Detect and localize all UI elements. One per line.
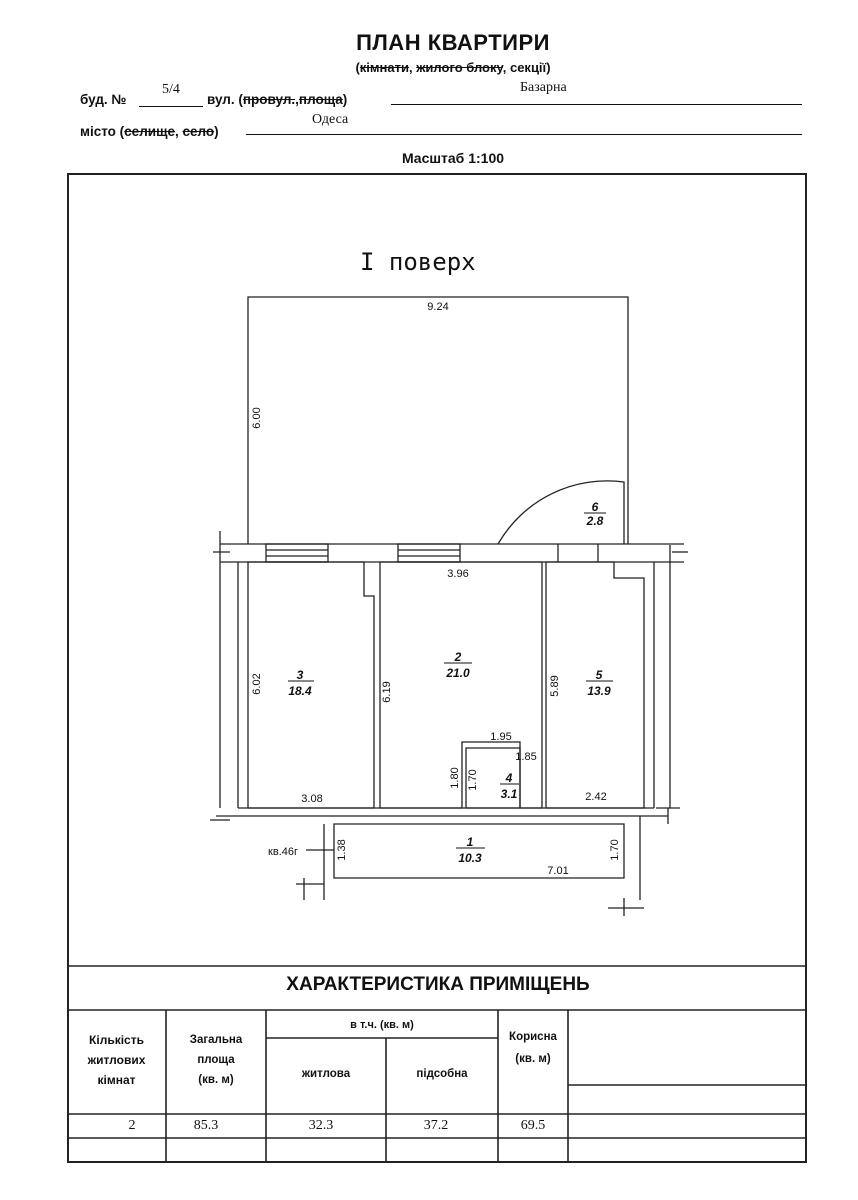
building-label: буд. № [80, 92, 127, 107]
dim-6-00: 6.00 [251, 407, 263, 429]
window-2 [398, 544, 460, 562]
room-3-area: 18.4 [288, 684, 312, 698]
street-label-part: ) [342, 92, 348, 107]
dim-1-70-b: 1.70 [609, 839, 621, 861]
header-line: Загальна [189, 1034, 243, 1046]
dim-9-24: 9.24 [427, 301, 449, 313]
header-line: Корисна [509, 1031, 557, 1043]
dim-5-89: 5.89 [549, 675, 561, 697]
subtitle-part: ( [355, 60, 360, 75]
room-2-area: 21.0 [446, 666, 470, 680]
city-value: Одеса [312, 112, 349, 127]
street-label-struck: провул. [242, 92, 296, 107]
header-including: в т.ч. (кв. м) [350, 1019, 414, 1031]
apartment-ref: кв.46г [268, 846, 298, 858]
dim-1-38: 1.38 [336, 839, 348, 861]
street-label-struck: площа [298, 92, 343, 107]
room-1-area: 10.3 [458, 851, 482, 865]
city-label-part: , [174, 124, 183, 139]
city-label-part: ) [214, 124, 219, 139]
header-line: Кількість [89, 1033, 144, 1047]
street-label-part: вул. ( [207, 92, 243, 107]
subtitle-part-struck: кімнати [359, 60, 409, 75]
building-number: 5/4 [162, 82, 180, 97]
header-total-area [166, 1030, 266, 1090]
header-living-area: житлова [301, 1068, 351, 1080]
city-label-struck: селище [124, 124, 175, 139]
room-3-number: 3 [296, 668, 304, 682]
value-total-area: 85.3 [193, 1118, 219, 1133]
header-rooms-count [67, 1030, 166, 1090]
city-label-part: місто ( [80, 124, 125, 139]
window-1 [266, 544, 328, 562]
dim-1-95: 1.95 [490, 731, 512, 743]
header-line: кімнат [97, 1073, 136, 1087]
dim-1-80: 1.80 [449, 767, 461, 789]
subtitle-part-struck: жилого блоку [416, 60, 503, 75]
header-line: житлових [87, 1053, 146, 1067]
header-line: (кв. м) [198, 1074, 234, 1086]
subtitle-part: , [408, 60, 417, 75]
city-label-struck: село [182, 124, 215, 139]
dim-7-01: 7.01 [547, 865, 569, 877]
header-line: (кв. м) [515, 1053, 551, 1065]
door-swing-arc [498, 481, 624, 544]
value-useful-area: 69.5 [520, 1118, 546, 1133]
value-living-area: 32.3 [308, 1118, 334, 1133]
dim-2-42: 2.42 [585, 791, 607, 803]
header-line: площа [197, 1054, 235, 1066]
room-1-number: 1 [466, 835, 474, 849]
dim-3-08: 3.08 [301, 793, 323, 805]
characteristics-title: ХАРАКТЕРИСТИКА ПРИМІЩЕНЬ [286, 974, 590, 995]
room-2-outline [380, 562, 542, 808]
dim-6-19: 6.19 [381, 681, 393, 703]
room-6-area: 2.8 [586, 514, 604, 528]
subtitle-part: , секції) [502, 60, 551, 75]
value-auxiliary-area: 37.2 [423, 1118, 449, 1133]
street-label-part: , [295, 92, 299, 107]
room-5-number: 5 [595, 668, 603, 682]
dim-1-70-a: 1.70 [467, 769, 479, 791]
room-4-area: 3.1 [500, 787, 518, 801]
dim-6-02: 6.02 [251, 673, 263, 695]
dim-1-85: 1.85 [515, 751, 537, 763]
scale-label: Масштаб 1:100 [401, 150, 505, 166]
street-value: Базарна [520, 80, 567, 95]
floor-label: I поверх [360, 248, 476, 276]
room-5-area: 13.9 [587, 684, 611, 698]
header-auxiliary-area: підсобна [416, 1068, 468, 1080]
value-rooms-count: 2 [128, 1118, 136, 1133]
room-4-number: 4 [505, 771, 513, 785]
header-useful-area [498, 1026, 568, 1070]
room-6-number: 6 [591, 500, 599, 514]
room-6-outline [248, 297, 628, 544]
room-2-number: 2 [454, 650, 462, 664]
dim-3-96: 3.96 [447, 568, 469, 580]
document-title: ПЛАН КВАРТИРИ [356, 30, 550, 55]
